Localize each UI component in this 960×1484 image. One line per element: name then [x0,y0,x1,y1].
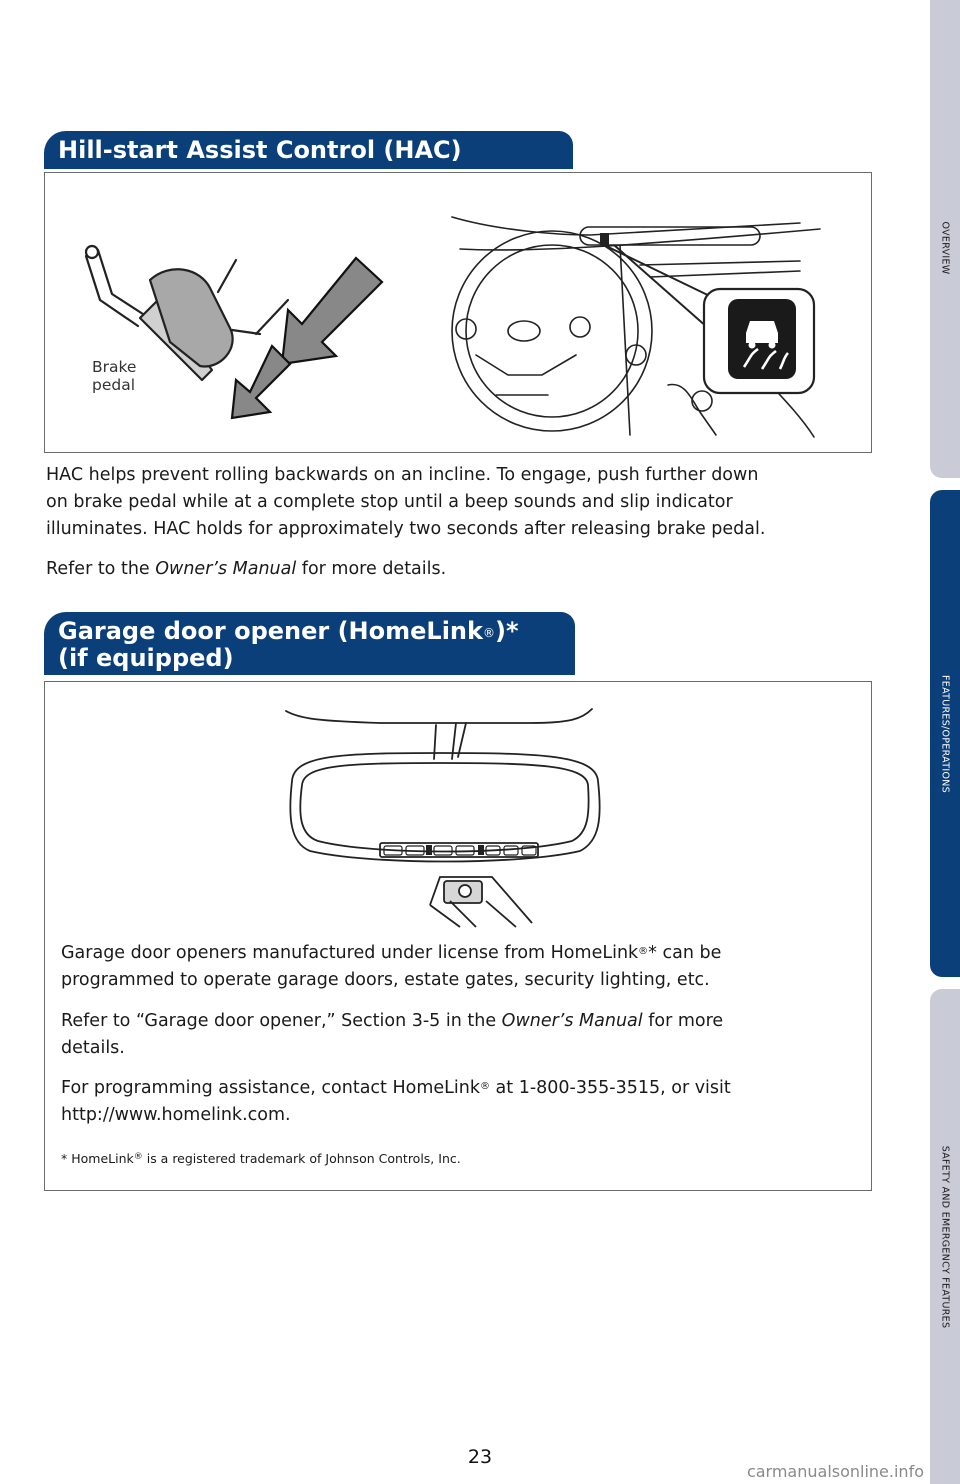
hac-ref-manual: Owner’s Manual [155,559,297,579]
hac-ref-post: for more details. [296,559,447,579]
hac-heading-text: Hill-start Assist Control (HAC) [58,136,462,164]
garage-description [61,940,721,994]
hac-description [46,462,765,543]
garage-desc-line-2: programmed to operate garage doors, estate gates, security lighting, etc. [61,970,710,990]
hac-desc-line-1: HAC helps prevent rolling backwards on an incline. To engage, push further down [46,465,759,485]
garage-ref-manual: Owner’s Manual [501,1011,643,1031]
homelink-link[interactable]: http://www.homelink.com. [61,1105,291,1125]
tab-features-label: FEATURES/OPERATIONS [939,674,951,793]
garage-assist-post: at 1-800-355-3515, or visit [489,1078,731,1098]
garage-heading-line-2: (if equipped) [58,644,234,672]
garage-ref-line-2: details. [61,1038,125,1058]
dashboard-illustration [440,205,850,440]
garage-assist-reg: ® [479,1081,490,1092]
footnote-reg: ® [133,1152,143,1162]
garage-desc-line-1-end: * can be [648,943,722,963]
garage-section-heading [44,612,575,675]
garage-heading-line-1: Garage door opener (HomeLink [58,617,483,645]
brake-label-line-2: pedal [92,376,136,394]
brake-pedal-label [92,358,136,394]
watermark: carmanualsonline.info [746,1462,924,1481]
push-arrow-upper [282,258,382,364]
garage-heading-asterisk: )* [494,617,519,645]
push-arrow-lower [232,346,290,418]
tab-safety-label: SAFETY AND EMERGENCY FEATURES [939,1145,951,1328]
hac-section-heading [44,131,573,169]
tab-overview[interactable] [930,0,960,478]
hac-manual-reference [46,556,446,583]
tab-overview-label: OVERVIEW [939,221,951,275]
footnote-post: is a registered trademark of Johnson Controls, Inc. [142,1151,461,1166]
garage-manual-reference [61,1008,723,1062]
hac-desc-line-2: on brake pedal while at a complete stop until a beep sounds and slip indicator [46,492,733,512]
footnote-pre: * HomeLink [61,1151,134,1166]
garage-desc-reg: ® [638,946,649,957]
garage-desc-line-1: Garage door openers manufactured under license from HomeLink [61,943,639,963]
garage-assist-pre: For programming assistance, contact HomeLink [61,1078,480,1098]
hac-desc-line-3: illuminates. HAC holds for approximately two seconds after releasing brake pedal. [46,519,766,539]
brake-pedal-illustration [60,230,400,430]
garage-ref-pre: Refer to “Garage door opener,” Section 3-5 in the [61,1011,502,1031]
page-number: 23 [467,1446,493,1468]
garage-footnote [61,1151,461,1167]
brake-label-line-1: Brake [92,358,137,376]
tab-safety-emergency[interactable] [930,989,960,1484]
mirror-illustration [280,705,610,930]
tab-features-operations[interactable] [930,490,960,977]
garage-heading-reg: ® [482,626,495,640]
hac-ref-pre: Refer to the [46,559,156,579]
garage-ref-post: for more [642,1011,724,1031]
garage-programming-assistance [61,1075,731,1129]
